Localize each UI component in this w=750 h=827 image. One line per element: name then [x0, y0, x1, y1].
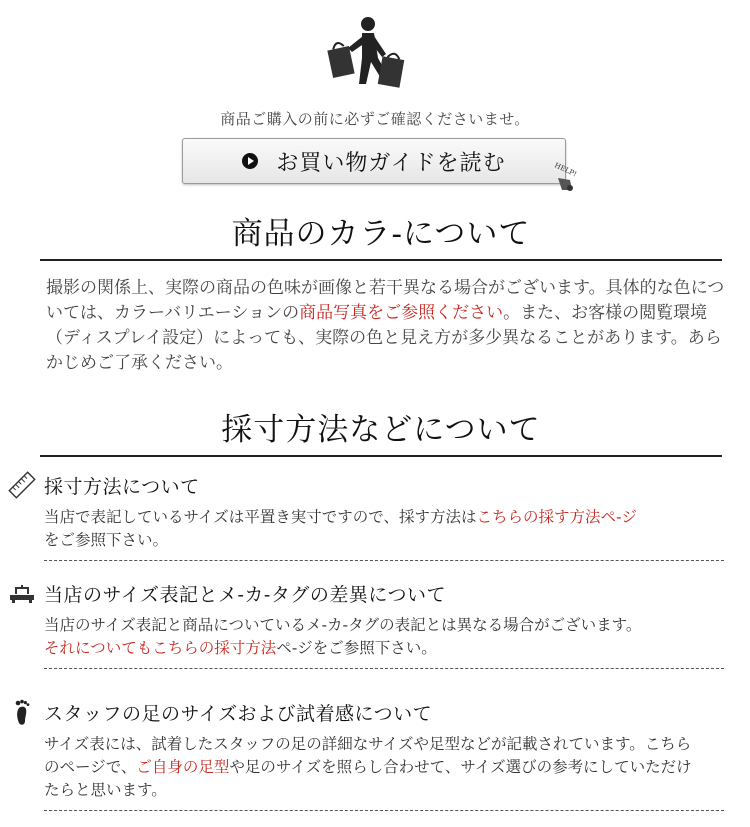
size-tag-difference-title: 当店のサイズ表記とメ-カ-タグの差異について — [44, 583, 446, 606]
color-body-text-1: 撮影の関係上、実際の商品の色味が画像と若干異なる場合がございます。具体的な色については、カラーバリエーションの — [46, 278, 725, 323]
measurement-method-text-1: 当店で表記しているサイズは平置き実寸ですので、採す方法は — [44, 508, 477, 526]
measurement-section-title: 採寸方法などについて — [40, 404, 722, 457]
measurement-method-text-2: をご参照下さい。 — [44, 531, 169, 549]
help-badge-icon — [550, 160, 586, 196]
size-tag-difference-block — [8, 578, 724, 669]
measurement-method-text — [44, 506, 724, 552]
divider — [44, 668, 724, 669]
measurement-method-block — [8, 470, 724, 561]
shopping-guide-button-label: お買い物ガイドを読む — [276, 150, 506, 176]
measurement-method-title: 採寸方法について — [44, 475, 200, 498]
staff-foot-size-text-1: サイズ表には、試着したスタッフの足の詳細なサイズや足型などが記載されています。こちらのページで、 — [44, 735, 692, 776]
staff-foot-size-block — [8, 697, 724, 811]
color-body-text-2: 。また、お客様の閲覧環境（ディスプレイ設定）によっても、実際の色と見え方が多少異なることがあります。あらかじめご了承ください。 — [46, 303, 722, 373]
product-photo-link[interactable]: 商品写真をご参照ください — [299, 303, 504, 323]
size-tag-difference-link[interactable]: それについてもこちらの採寸方法 — [44, 639, 277, 657]
shopping-guide-header — [0, 0, 750, 200]
shopper-with-bags-icon — [318, 14, 410, 98]
size-tag-icon — [8, 579, 36, 607]
staff-foot-size-text — [44, 733, 704, 802]
size-tag-difference-text — [44, 614, 724, 660]
size-tag-difference-text-1: 当店のサイズ表記と商品についているメ-カ-タグの表記とは異なる場合がございます。 — [44, 616, 642, 634]
staff-foot-size-title: スタッフの足のサイズおよび試着感について — [44, 702, 433, 725]
purchase-notice: 商品ご購入の前に必ずご確認くださいませ。 — [220, 110, 530, 128]
ruler-icon — [8, 471, 36, 499]
own-foot-shape-link[interactable]: ご自身の足型 — [136, 758, 230, 776]
measurement-method-link[interactable]: こちらの採す方法ペ-ジ — [476, 508, 638, 526]
shopping-guide-button[interactable] — [182, 138, 566, 184]
help-badge-text: HELP! — [553, 161, 578, 179]
color-section-body — [46, 276, 726, 376]
play-icon — [242, 153, 258, 169]
footprint-icon — [8, 698, 36, 726]
size-tag-difference-text-2: ペ-ジをご参照下さい。 — [276, 639, 437, 657]
color-section-title: 商品のカラ-について — [40, 208, 722, 261]
staff-foot-size-text-2: や足のサイズを照らし合わせて、サイズ選びの参考にしていただけたらと思います。 — [44, 758, 692, 799]
divider — [44, 560, 724, 561]
divider — [44, 810, 724, 811]
